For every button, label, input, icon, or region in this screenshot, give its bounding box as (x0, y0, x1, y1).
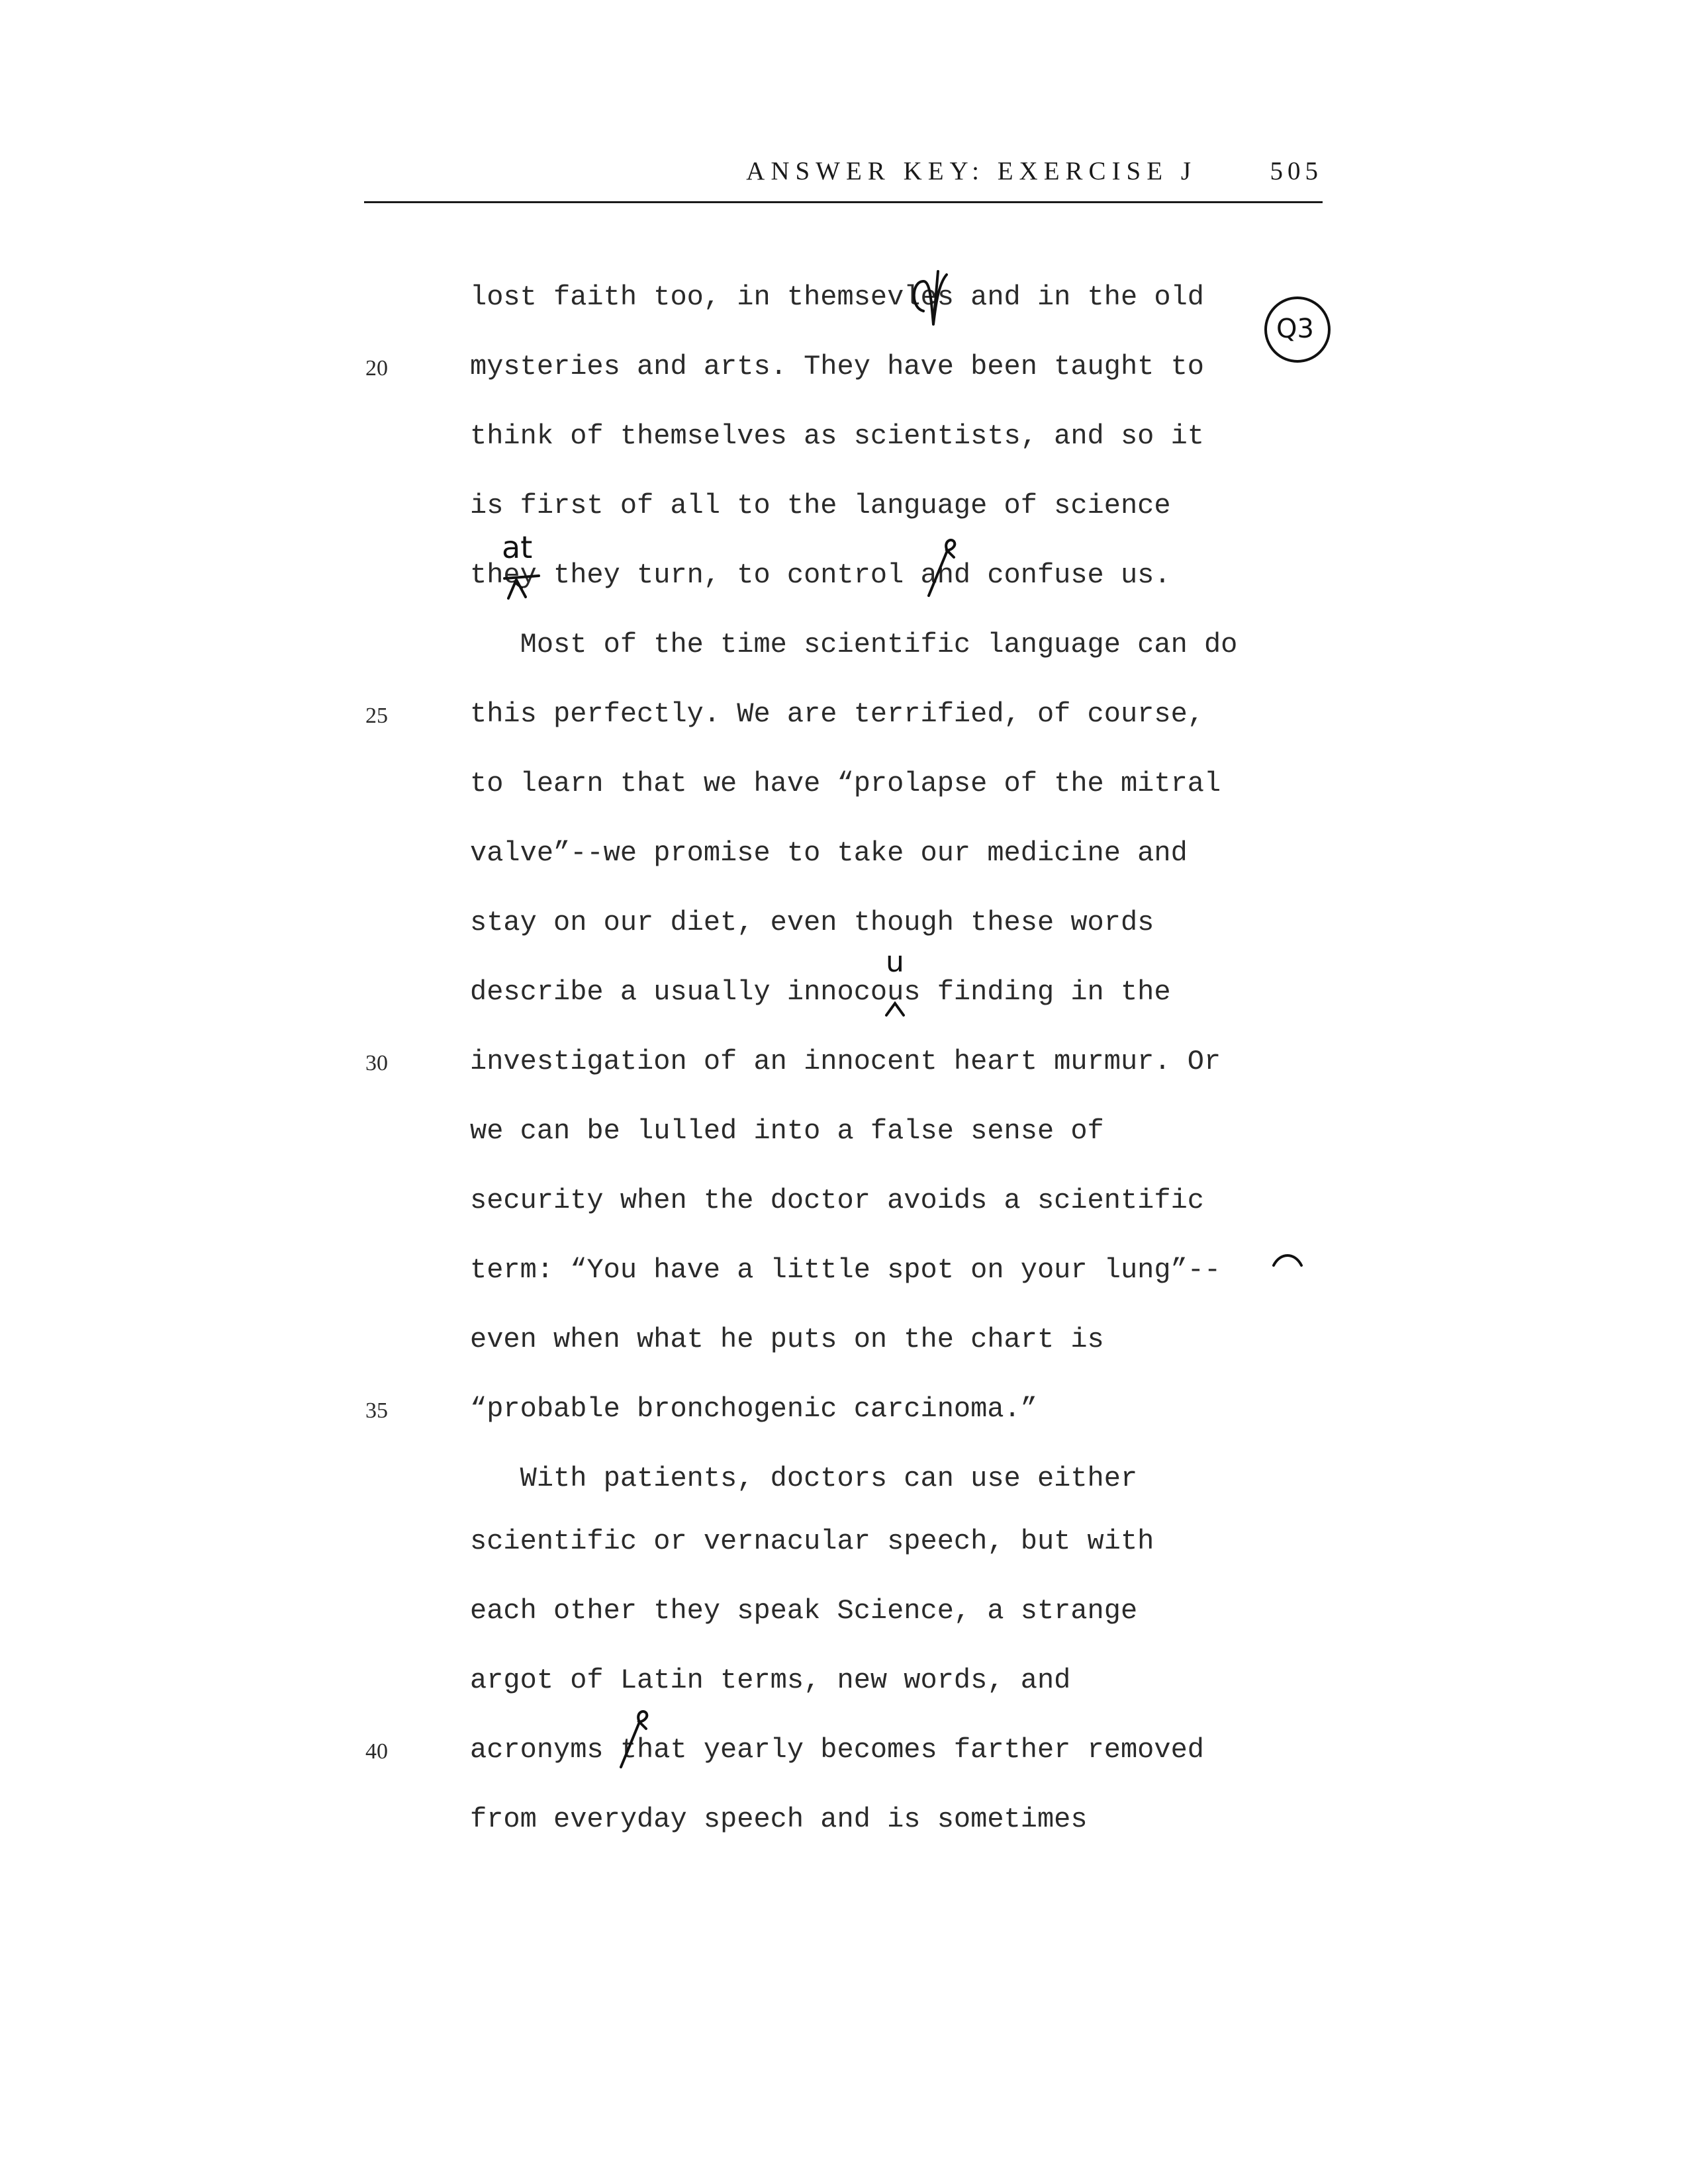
insert-at-text: at (502, 529, 533, 565)
line-number: 30 (365, 1051, 388, 1075)
running-head (364, 156, 1323, 204)
insert-u-text: u (886, 945, 904, 979)
text-line: each other they speak Science, a strange (470, 1595, 1138, 1627)
text-line: even when what he puts on the chart is (470, 1324, 1104, 1355)
strike-caret-icon (502, 569, 541, 602)
line-number: 20 (365, 356, 388, 381)
comma-insert-icon (923, 535, 970, 601)
circled-label-q3 (1264, 296, 1331, 363)
text-line: think of themselves as scientists, and so it (470, 420, 1204, 452)
text-line: we can be lulled into a false sense of (470, 1115, 1104, 1147)
text-line: this perfectly. We are terrified, of course, (470, 698, 1204, 730)
text-line: to learn that we have “prolapse of the mitral (470, 768, 1221, 799)
circled-label-text: Q3 (1276, 314, 1314, 344)
text-line: mysteries and arts. They have been taught to (470, 351, 1204, 383)
text-line: security when the doctor avoids a scientific (470, 1185, 1204, 1216)
text-line: “probable bronchogenic carcinoma.” (470, 1393, 1037, 1425)
text-line: describe a usually innocous finding in the (470, 976, 1171, 1008)
close-up-arc-icon (1271, 1250, 1304, 1269)
line-number: 35 (365, 1398, 388, 1423)
text-line: With patients, doctors can use either (470, 1463, 1138, 1494)
text-line: stay on our diet, even though these words (470, 907, 1154, 938)
caret-icon (884, 1001, 906, 1018)
text-line: is first of all to the language of science (470, 490, 1171, 522)
text-line: they they turn, to control and confuse us. (470, 559, 1171, 591)
text-line: acronyms that yearly becomes farther removed (470, 1734, 1204, 1766)
comma-insert-icon (616, 1706, 662, 1772)
running-head-title: ANSWER KEY: EXERCISE J (746, 157, 1197, 185)
text-line: term: “You have a little spot on your lung”-- (470, 1254, 1221, 1286)
transpose-mark-icon (897, 261, 970, 334)
text-line: investigation of an innocent heart murmur. Or (470, 1046, 1221, 1077)
header-rule (364, 201, 1323, 203)
line-number: 40 (365, 1739, 388, 1764)
text-line: valve”--we promise to take our medicine and (470, 837, 1188, 869)
text-line: argot of Latin terms, new words, and (470, 1664, 1071, 1696)
text-line: scientific or vernacular speech, but with (470, 1525, 1154, 1557)
page-number: 505 (1270, 157, 1323, 185)
line-number: 25 (365, 704, 388, 728)
text-line: Most of the time scientific language can do (470, 629, 1238, 660)
text-line: lost faith too, in themsevles and in the old (470, 281, 1204, 313)
text-line: from everyday speech and is sometimes (470, 1803, 1088, 1835)
